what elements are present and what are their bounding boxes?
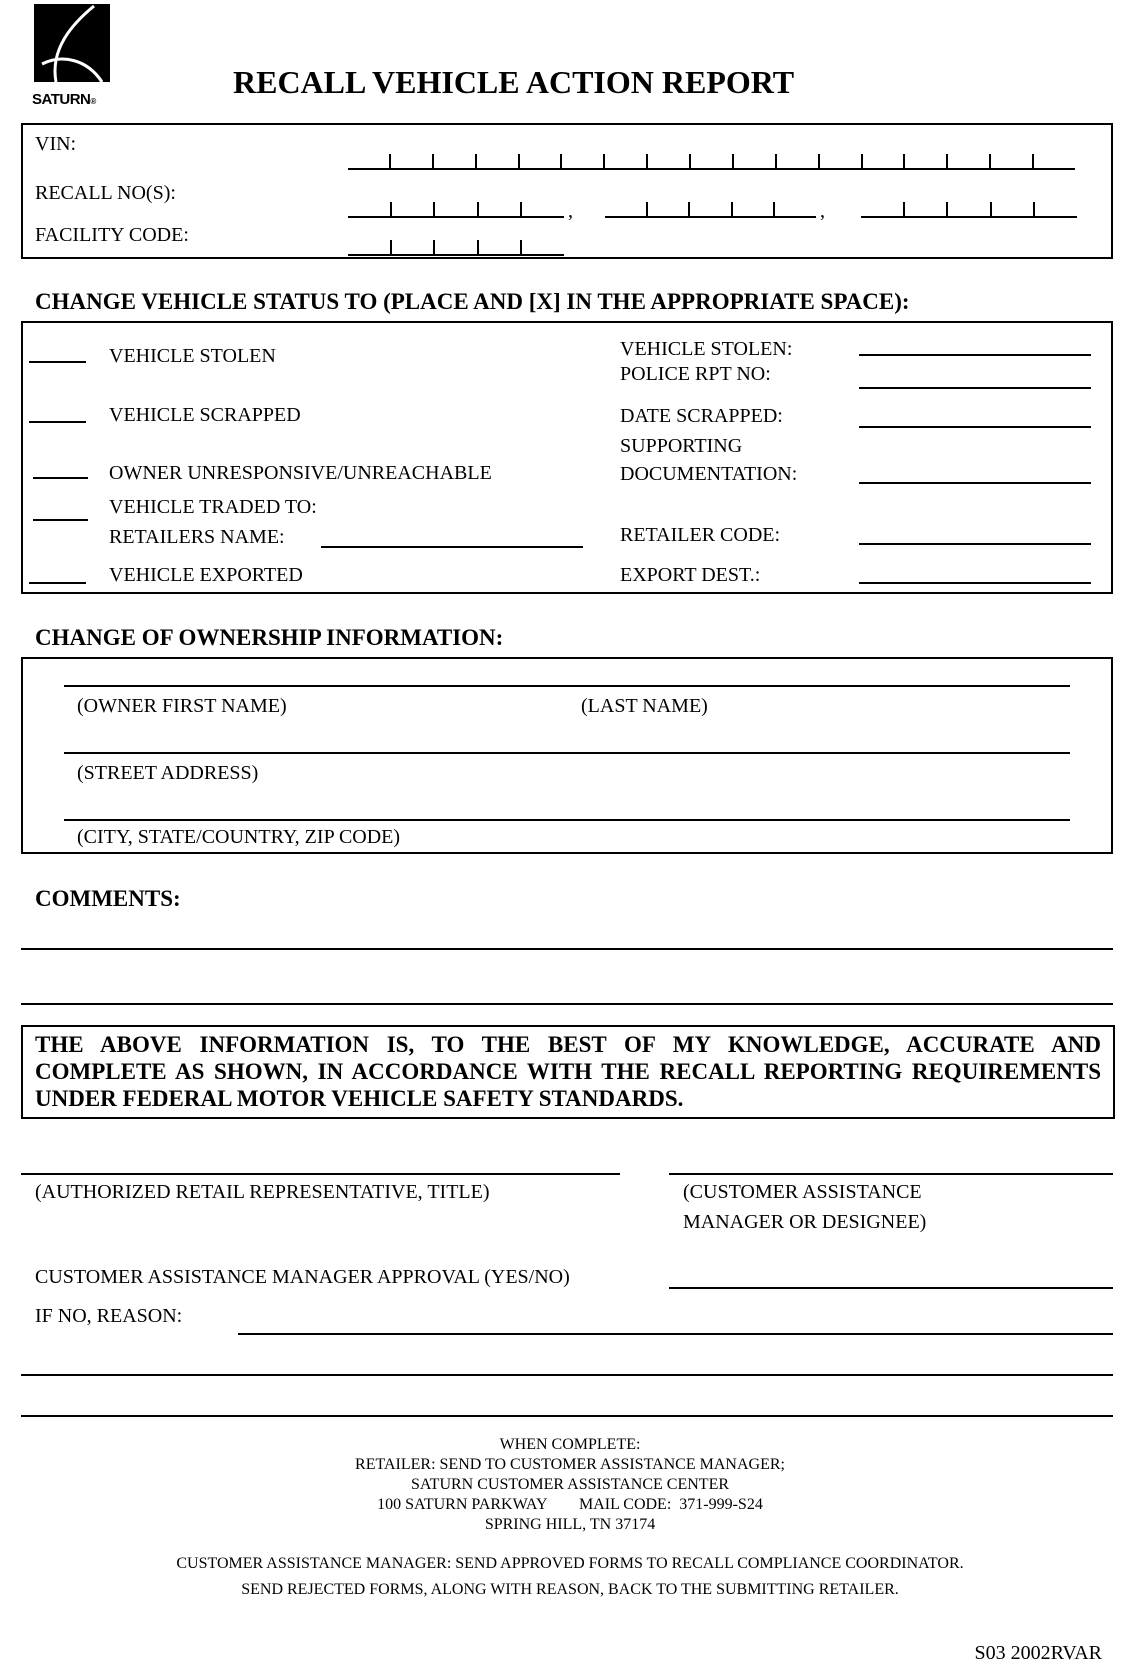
character-cell[interactable] (390, 202, 434, 216)
footer-line: 100 SATURN PARKWAY MAIL CODE: 371-999-S24 (377, 1496, 763, 1513)
character-cell[interactable] (560, 154, 603, 168)
city-field[interactable] (64, 819, 1070, 821)
street-label: (STREET ADDRESS) (77, 762, 259, 784)
certification-statement: THE ABOVE INFORMATION IS, TO THE BEST OF MY KNOWLEDGE, ACCURATE AND COMPLETE AS SHOWN, IN ACCORDANCE WITH THE RECALL REPORTING REQUIREMENTS UNDER FEDERAL MOTOR VEHICLE SAFETY STANDARDS. (35, 1032, 1101, 1111)
ownership-heading: CHANGE OF OWNERSHIP INFORMATION: (35, 625, 504, 650)
supporting-label: SUPPORTING (620, 435, 743, 457)
scrapped-checkbox[interactable] (29, 421, 86, 423)
character-cell[interactable] (989, 154, 1032, 168)
character-cell[interactable] (773, 202, 816, 216)
character-cell[interactable] (520, 240, 564, 254)
character-cell[interactable] (433, 240, 477, 254)
character-cell[interactable] (1033, 202, 1077, 216)
date-scrapped-field[interactable] (859, 426, 1091, 428)
character-cell[interactable] (861, 202, 903, 216)
retailer-code-label: RETAILER CODE: (620, 524, 781, 546)
street-field[interactable] (64, 752, 1070, 754)
character-cell[interactable] (477, 240, 521, 254)
saturn-logo-icon (32, 4, 112, 84)
character-cell[interactable] (348, 154, 389, 168)
retailers-name-field[interactable] (321, 546, 583, 548)
cam-signature-field[interactable] (669, 1173, 1113, 1175)
documentation-field[interactable] (859, 482, 1091, 484)
stolen-checkbox[interactable] (29, 361, 86, 363)
export-dest-label: EXPORT DEST.: (620, 564, 761, 586)
stolen-label: VEHICLE STOLEN: (620, 338, 793, 360)
reason-line-2[interactable] (21, 1374, 1113, 1376)
form-code: S03 2002RVAR (974, 1642, 1102, 1664)
status-traded: VEHICLE TRADED TO: (109, 496, 317, 518)
character-cell[interactable] (432, 154, 475, 168)
first-name-label: (OWNER FIRST NAME) (77, 695, 287, 717)
reason-line-3[interactable] (21, 1415, 1113, 1417)
character-cell[interactable] (903, 202, 947, 216)
recall-field-3[interactable] (861, 192, 1077, 218)
recall-field-1[interactable] (348, 192, 564, 218)
character-cell[interactable] (689, 154, 732, 168)
last-name-label: (LAST NAME) (581, 695, 708, 717)
character-cell[interactable] (946, 154, 989, 168)
character-cell[interactable] (603, 154, 646, 168)
reason-label: IF NO, REASON: (35, 1305, 183, 1327)
police-rpt-field[interactable] (859, 387, 1091, 389)
character-cell[interactable] (348, 240, 390, 254)
saturn-logo: SATURN® (32, 4, 112, 108)
character-cell[interactable] (818, 154, 861, 168)
export-dest-field[interactable] (859, 582, 1091, 584)
approval-label: CUSTOMER ASSISTANCE MANAGER APPROVAL (YES/NO) (35, 1266, 570, 1288)
comments-heading: COMMENTS: (35, 886, 181, 911)
comments-line-1[interactable] (21, 948, 1113, 950)
character-cell[interactable] (518, 154, 561, 168)
status-exported: VEHICLE EXPORTED (109, 564, 303, 586)
character-cell[interactable] (348, 202, 390, 216)
owner-name-field[interactable] (64, 685, 1070, 687)
approval-field[interactable] (669, 1287, 1113, 1289)
character-cell[interactable] (903, 154, 946, 168)
cam-label-2: MANAGER OR DESIGNEE) (683, 1211, 927, 1233)
city-label: (CITY, STATE/COUNTRY, ZIP CODE) (77, 826, 401, 848)
recall-label: RECALL NO(S): (35, 182, 176, 204)
unresponsive-checkbox[interactable] (33, 477, 88, 479)
police-rpt-label: POLICE RPT NO: (620, 363, 771, 385)
footer-line: SPRING HILL, TN 37174 (484, 1516, 656, 1533)
page-title: RECALL VEHICLE ACTION REPORT (233, 64, 795, 100)
character-cell[interactable] (433, 202, 477, 216)
character-cell[interactable] (990, 202, 1034, 216)
comma: , (820, 200, 825, 222)
character-cell[interactable] (1032, 154, 1075, 168)
retail-rep-label: (AUTHORIZED RETAIL REPRESENTATIVE, TITLE) (35, 1181, 490, 1203)
character-cell[interactable] (646, 154, 689, 168)
character-cell[interactable] (389, 154, 432, 168)
character-cell[interactable] (520, 202, 564, 216)
character-cell[interactable] (732, 154, 775, 168)
retailers-name-label: RETAILERS NAME: (109, 526, 285, 548)
status-stolen: VEHICLE STOLEN (109, 345, 276, 367)
character-cell[interactable] (688, 202, 731, 216)
stolen-field[interactable] (859, 354, 1091, 356)
status-scrapped: VEHICLE SCRAPPED (109, 404, 301, 426)
retailer-code-field[interactable] (859, 543, 1091, 545)
manager-instruction-2: SEND REJECTED FORMS, ALONG WITH REASON, BACK TO THE SUBMITTING RETAILER. (241, 1581, 899, 1598)
character-cell[interactable] (646, 202, 689, 216)
retail-rep-signature-field[interactable] (21, 1173, 620, 1175)
recall-field-2[interactable] (605, 192, 816, 218)
manager-instruction-1: CUSTOMER ASSISTANCE MANAGER: SEND APPROVED FORMS TO RECALL COMPLIANCE COORDINATOR. (176, 1555, 964, 1572)
character-cell[interactable] (477, 202, 521, 216)
documentation-label: DOCUMENTATION: (620, 463, 798, 485)
traded-checkbox[interactable] (33, 519, 88, 521)
character-cell[interactable] (731, 202, 774, 216)
character-cell[interactable] (390, 240, 434, 254)
facility-code-field[interactable] (348, 230, 564, 256)
character-cell[interactable] (475, 154, 518, 168)
vin-field[interactable] (348, 144, 1075, 170)
cam-label-1: (CUSTOMER ASSISTANCE (683, 1181, 922, 1203)
character-cell[interactable] (605, 202, 646, 216)
footer-line: SATURN CUSTOMER ASSISTANCE CENTER (410, 1476, 730, 1493)
exported-checkbox[interactable] (29, 582, 86, 584)
character-cell[interactable] (861, 154, 904, 168)
footer-line: RETAILER: SEND TO CUSTOMER ASSISTANCE MANAGER; (355, 1456, 785, 1473)
status-heading: CHANGE VEHICLE STATUS TO (PLACE AND [X] IN THE APPROPRIATE SPACE): (35, 289, 910, 314)
comma: , (568, 200, 573, 222)
vin-label: VIN: (35, 133, 77, 155)
status-unresponsive: OWNER UNRESPONSIVE/UNREACHABLE (109, 462, 492, 484)
comments-line-2[interactable] (21, 1003, 1113, 1005)
character-cell[interactable] (775, 154, 818, 168)
footer-line: WHEN COMPLETE: (499, 1436, 641, 1453)
character-cell[interactable] (946, 202, 990, 216)
date-scrapped-label: DATE SCRAPPED: (620, 405, 783, 427)
facility-label: FACILITY CODE: (35, 224, 189, 246)
reason-line-1[interactable] (238, 1333, 1113, 1335)
